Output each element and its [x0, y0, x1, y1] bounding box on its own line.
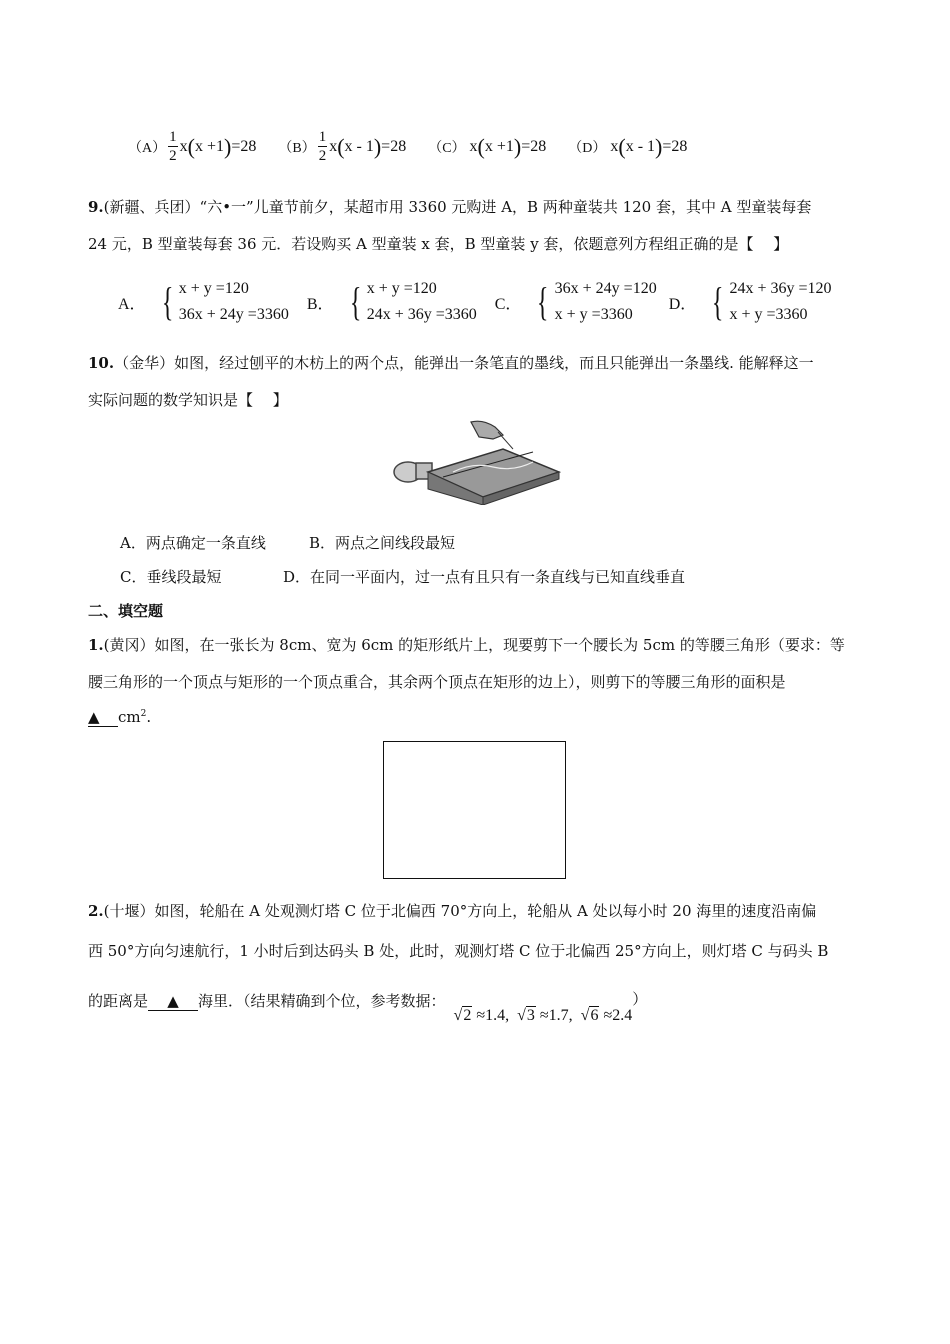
- q9-option-b: B． { x + y =120 24x + 36y =3360: [306, 279, 477, 324]
- q8-option-c-label: （C）: [428, 141, 466, 156]
- section-heading: 二、填空题: [88, 602, 164, 620]
- q9-options-row: [118, 276, 832, 328]
- q10-option-d: D．在同一平面内，过一点有且只有一条直线与已知直线垂直: [283, 568, 686, 586]
- f1-number: 1.: [88, 636, 104, 654]
- f1-line-1: [88, 634, 868, 655]
- q8-options-row: [128, 130, 687, 164]
- rectangle-figure: [383, 741, 566, 879]
- f1-line-2: [88, 671, 868, 692]
- q10-line-1: [88, 352, 868, 373]
- f2-text-1: (十堰）如图，轮船在 A 处观测灯塔 C 位于北偏西 70°方向上，轮船从 A 处以每小时 20 海里的速度沿南偏: [103, 902, 817, 920]
- f2-line-1: [88, 900, 868, 921]
- ink-line-illustration: [383, 417, 567, 505]
- q10-line-2: [88, 389, 868, 410]
- q9-option-a-label: A．: [118, 295, 146, 313]
- f1-unit: cm: [118, 708, 141, 726]
- f1-line-3: ▲ $cm^2$.: [88, 708, 152, 726]
- q9-line-2: [88, 233, 868, 254]
- q8-option-a: （A） $\frac{1}{2}$ x ( x +1 ) =28: [128, 129, 257, 164]
- q10-option-a: A．两点确定一条直线: [120, 534, 266, 552]
- sqrt-3: √3: [517, 1007, 535, 1024]
- q8-option-c: （C） x ( x +1 ) =28: [428, 134, 547, 159]
- q8-option-a-label: （A）: [128, 141, 167, 156]
- q9-option-b-label: B．: [306, 295, 334, 313]
- f2-text-2: 西 50°方向匀速航行，1 小时后到达码头 B 处，此时，观测灯塔 C 位于北偏西 25°方向上，则灯塔 C 与码头 B: [88, 942, 829, 960]
- f2-reference-values: √2 ≈1.4, √3 ≈1.7, √6 ≈2.4: [453, 1007, 633, 1024]
- q9-option-a: A． { x + y =120 36x + 24y =3360: [118, 279, 289, 324]
- q8-option-d-label: （D）: [568, 141, 607, 156]
- f2-line-3: 的距离是 ▲ 海里．（结果精确到个位，参考数据： √2 ≈1.4, √3 ≈1.7, √6 ≈2.4 ）: [88, 990, 648, 1024]
- f2-line-2: [88, 940, 868, 961]
- q10-text-1: （金华）如图，经过刨平的木枋上的两个点，能弹出一条笔直的墨线，而且只能弹出一条墨线. 能解释这一: [114, 354, 814, 372]
- f2-answer-blank[interactable]: ▲: [148, 992, 198, 1011]
- q9-line-1: [88, 196, 868, 217]
- q8-option-b-label: （B）: [278, 141, 316, 156]
- f1-unit-sup: 2: [140, 709, 147, 719]
- q9-option-d: D． { 24x + 36y =120 x + y =3360: [668, 279, 832, 324]
- q8-option-b-fraction: $\frac{1}{2}$: [318, 129, 327, 164]
- q8-option-a-fraction: $\frac{1}{2}$: [169, 129, 177, 164]
- q9-option-d-label: D．: [668, 295, 697, 313]
- q10-option-c: C．垂线段最短: [120, 568, 222, 586]
- q10-text-2: 实际问题的数学知识是【 】: [88, 391, 288, 409]
- q9-text-1: (新疆、兵团）“六•一”儿童节前夕，某超市用 3360 元购进 A，B 两种童装共 120 套，其中 A 型童装每套: [103, 198, 812, 216]
- f1-text-2: 腰三角形的一个顶点与矩形的一个顶点重合，其余两个顶点在矩形的边上），则剪下的等腰三角形的面积是: [88, 673, 786, 691]
- q9-option-c-label: C．: [494, 295, 522, 313]
- q9-option-c: C． { 36x + 24y =120 x + y =3360: [494, 279, 657, 324]
- q8-option-b: （B） $\frac{1}{2}$ x ( x - 1 ) =28: [278, 129, 407, 164]
- f1-text-1: (黄冈）如图，在一张长为 8cm、宽为 6cm 的矩形纸片上，现要剪下一个腰长为 5cm 的等腰三角形（要求：等: [103, 636, 845, 654]
- sqrt-2: √2: [453, 1007, 472, 1024]
- q9-number: 9.: [88, 198, 104, 216]
- q10-number: 10.: [88, 354, 115, 372]
- sqrt-6: √6: [580, 1007, 599, 1024]
- f1-answer-blank[interactable]: ▲: [88, 708, 118, 727]
- q9-text-2: 24 元，B 型童装每套 36 元．若设购买 A 型童装 x 套，B 型童装 y 套，依题意列方程组正确的是【 】: [88, 235, 789, 253]
- q10-option-b: B．两点之间线段最短: [309, 534, 456, 552]
- f2-number: 2.: [88, 902, 104, 920]
- q8-option-d: （D） x ( x - 1 ) =28: [568, 134, 688, 159]
